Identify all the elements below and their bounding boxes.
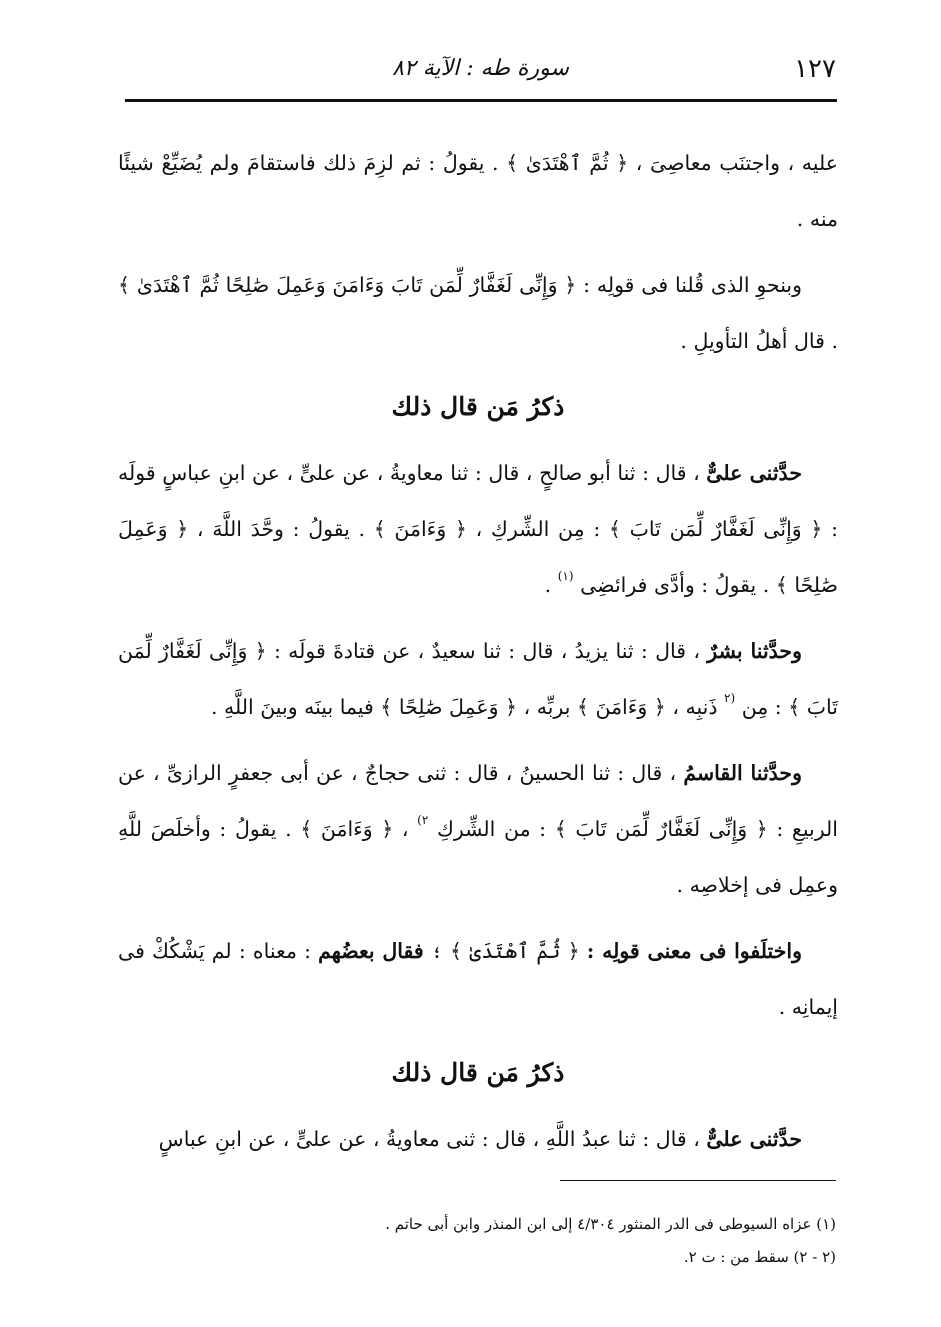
page-header (125, 50, 836, 90)
paragraph-5 (118, 745, 838, 913)
running-title: سورة طه : الآية ٨٢ (392, 56, 569, 81)
paragraph-1: عليه ، واجتنَب معاصِىَ ، ﴿ ثُمَّ ٱهْتَدَىٰ ﴾ . يقولُ : ثم لزِمَ ذلك فاستقامَ ولم يُضَيِّعْ شيئًا منه . (118, 151, 838, 231)
footnotes (118, 1208, 836, 1274)
quran-quote: ﴿ ثُمَّ ٱهْتَدَىٰ ﴾ ؛ (430, 939, 580, 963)
page-number: ١٢٧ (794, 54, 836, 84)
paragraph-4 (118, 623, 838, 735)
paragraph-4-text-a: ، قال : ثنا يزيدُ ، قال : ثنا سعيدٌ ، عن قتادةَ قولَه : ﴿ وَإِنِّى لَغَفَّارٌ لِّمَن تَابَ ﴾ : مِن (118, 639, 838, 719)
paragraph-5-text-b: ، ﴿ وَءَامَنَ ﴾ . يقولُ : وأخلَصَ للَّهِ وعمِل فى إخلاصِه . (118, 817, 838, 897)
main-text (118, 135, 838, 1177)
section-heading-2: ذكرُ مَن قال ذلك (391, 1058, 565, 1087)
footnote-ref-2-start[interactable]: (٢ (724, 691, 736, 705)
footnote-ref-2-end[interactable]: ٢) (417, 813, 429, 827)
paragraph-7 (118, 1111, 838, 1167)
header-rule (125, 99, 837, 102)
narrator-label: حدَّثنى علىٌّ (706, 1127, 802, 1151)
section-heading-1: ذكرُ مَن قال ذلك (391, 392, 565, 421)
footnote-2: (٢ - ٢) سقط من : ت ٢. (683, 1248, 836, 1266)
narrator-label: وحدَّثنا بشرٌ (707, 639, 802, 663)
bold-phrase: فقال بعضُهم (318, 939, 424, 963)
narrator-label: حدَّثنى علىٌّ (706, 461, 802, 485)
paragraph-3-text: ، قال : ثنا أبو صالحٍ ، قال : ثنا معاويةُ ، عن علىٍّ ، عن ابنِ عباسٍ قولَه : ﴿ وَإِنِّى لَغَفَّارٌ لِّمَن تَابَ ﴾ : مِن الشِّركِ ، ﴿ وَءَامَنَ ﴾ . يقولُ : وحَّدَ اللَّهَ ، ﴿ وَعَمِلَ صَٰلِحًا ﴾ . يقولُ : وأدَّى فرائضِى (118, 461, 838, 597)
narrator-label: وحدَّثنا القاسمُ (683, 761, 802, 785)
paragraph-2: وبنحوِ الذى قُلنا فى قولِه : ﴿ وَإِنِّى لَغَفَّارٌ لِّمَن تَابَ وَءَامَنَ وَعَمِلَ صَٰلِحًا ثُمَّ ٱهْتَدَىٰ ﴾ . قال أهلُ التأويلِ . (118, 273, 838, 353)
paragraph-3-end: . (544, 573, 552, 597)
paragraph-5-text-a: ، قال : ثنا الحسينُ ، قال : ثنى حجاجٌ ، عن أبى جعفرٍ الرازىِّ ، عن الربيعِ : ﴿ وَإِنِّى لَغَفَّارٌ لِّمَن تَابَ ﴾ : من الشِّركِ (118, 761, 838, 841)
footnote-1: (١) عزاه السيوطى فى الدر المنثور ٤/٣٠٤ إلى ابن المنذر وابن أبى حاتم . (385, 1215, 836, 1233)
paragraph-7-text: ، قال : ثنا عبدُ اللَّهِ ، قال : ثنى معاويةُ ، عن علىٍّ ، عن ابنِ عباسٍ (158, 1127, 700, 1151)
paragraph-4-text-b: ذَنبِه ، ﴿ وَءَامَنَ ﴾ بربِّه ، ﴿ وَعَمِلَ صَٰلِحًا ﴾ فيما بينَه وبينَ اللَّهِ . (210, 695, 718, 719)
footnote-ref-1[interactable]: (١) (557, 569, 574, 583)
bold-lead: واختلَفوا فى معنى قولِه : (586, 939, 802, 963)
paragraph-6 (118, 923, 838, 1035)
paragraph-3 (118, 445, 838, 613)
footnote-rule (560, 1180, 836, 1181)
paragraph-6-text: : معناه : لم يَشْكُكْ فى إيمانِه . (118, 939, 838, 1019)
